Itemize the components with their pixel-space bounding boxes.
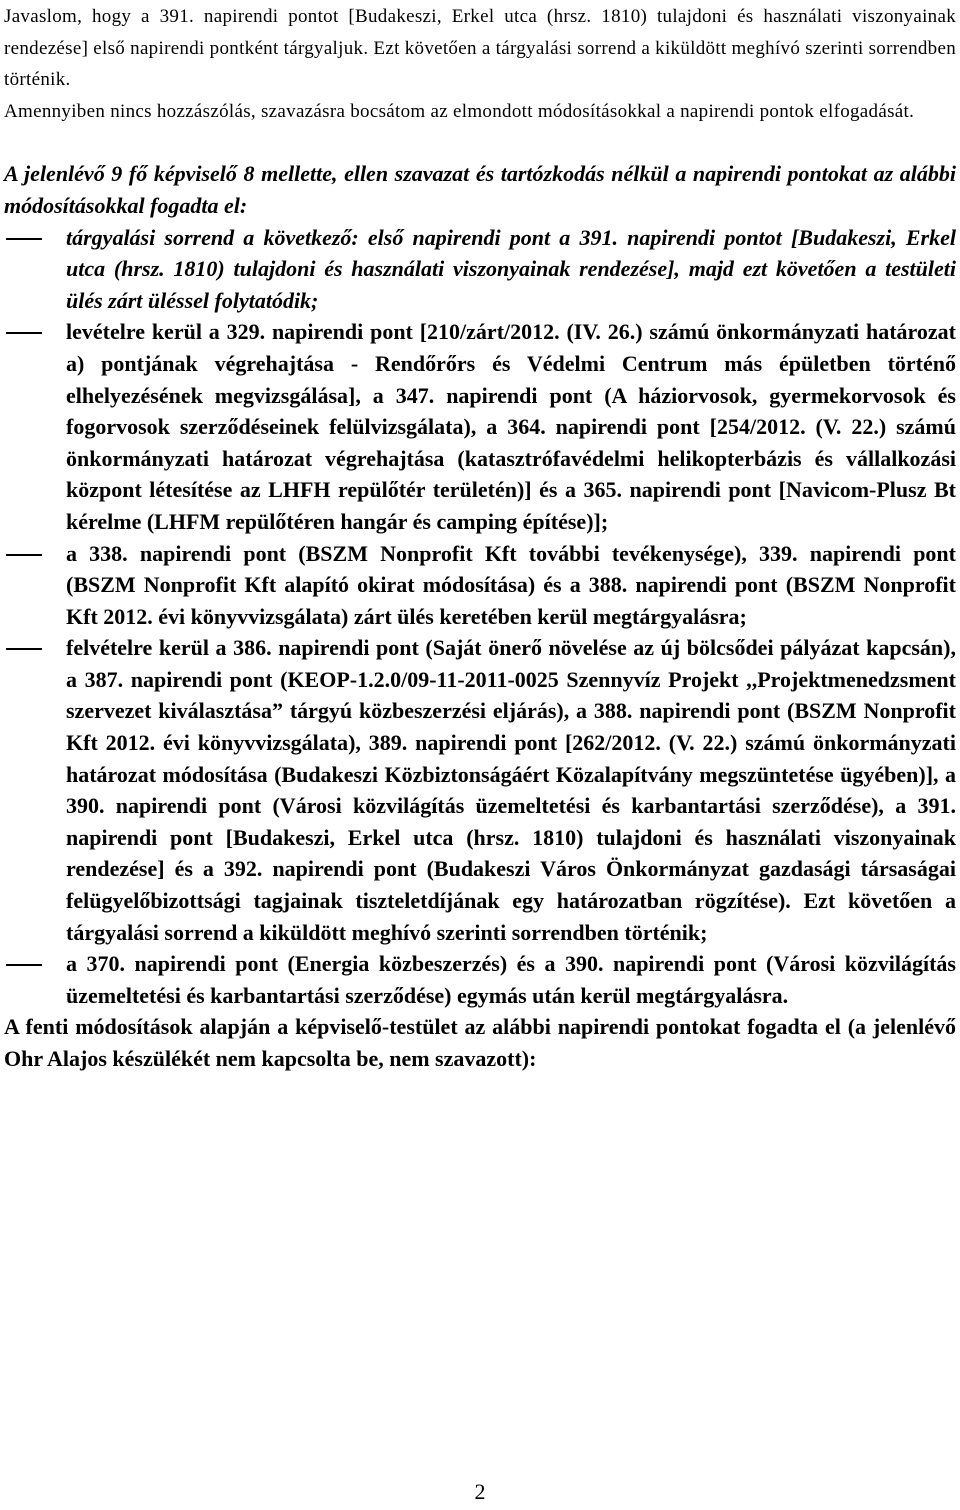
intro-sentence-vote-call: Amennyiben nincs hozzászólás, szavazásra bocsátom az elmondott módosításokkal a napirendi pontok elfogadását.: [4, 100, 915, 122]
modification-list: [4, 222, 956, 1012]
list-item-text: levételre kerül a 329. napirendi pont [210/zárt/2012. (IV. 26.) számú önkormányzati határozat a) pontjának végrehajtása - Rendőrőrs és Védelmi Centrum más épületben történő elhelyezésének megvizsgálása], a 347. napirendi pont (A háziorvosok, gyermekorvosok és fogorvosok szerződéseinek felülvizsgálata), a 364. napirendi pont [254/2012. (V. 22.) számú önkormányzati határozat végrehajtása (katasztrófavédelmi helikopterbázis és vállalkozási központ létesítése az LHFH repülőtér területén)] és a 365. napirendi pont [Navicom-Plusz Bt kérelme (LHFM repülőtéren hangár és camping építése)];: [66, 319, 956, 534]
intro-sentence-proposal: Javaslom, hogy a 391. napirendi pontot [Budakeszi, Erkel utca (hrsz. 1810) tulajdoni és használati viszonyainak rendezése] első napirendi pontként tárgyaljuk. Ezt követően a tárgyalási sorrend a kiküldött meghívó szerinti sorrendben történik.: [4, 6, 956, 91]
document-page: [4, 0, 956, 1075]
dash-bullet-icon: [6, 332, 42, 334]
list-item: [4, 538, 956, 633]
list-item: [4, 948, 956, 1011]
dash-bullet-icon: [6, 648, 42, 650]
list-item-text: felvételre kerül a 386. napirendi pont (Saját önerő növelése az új bölcsődei pályázat kapcsán), a 387. napirendi pont (KEOP-1.2.0/09-11-2011-0025 Szennyvíz Projekt ,,Projektmenedzsment szervezet kiválasztása” tárgyú közbeszerzési eljárás), a 388. napirendi pont (BSZM Nonprofit Kft 2012. évi könyvvizsgálata), 389. napirendi pont [262/2012. (V. 22.) számú önkormányzati határozat módosítása (Budakeszi Közbiztonságáért Közalapítvány megszüntetése ügyében)], a 390. napirendi pont (Városi közvilágítás üzemeltetési és karbantartási szerződése), a 391. napirendi pont [Budakeszi, Erkel utca (hrsz. 1810) tulajdoni és használati viszonyainak rendezése] és a 392. napirendi pont (Budakeszi Város Önkormányzat gazdasági társaságai felügyelőbizottsági tagjainak tiszteletdíjának egy határozatban rögzítése). Ezt követően a tárgyalási sorrend a kiküldött meghívó szerinti sorrendben történik;: [66, 635, 956, 945]
list-item-text: a 338. napirendi pont (BSZM Nonprofit Kft további tevékenysége), 339. napirendi pont (BSZM Nonprofit Kft alapító okirat módosítása) és a 388. napirendi pont (BSZM Nonprofit Kft 2012. évi könyvvizsgálata) zárt ülés keretében kerül megtárgyalásra;: [66, 540, 956, 629]
intro-paragraph: [4, 0, 956, 127]
dash-bullet-icon: [6, 964, 42, 966]
closing-paragraph: A fenti módosítások alapján a képviselő-testület az alábbi napirendi pontokat fogadta el (a jelenlévő Ohr Alajos készülékét nem kapcsolta be, nem szavazott):: [4, 1014, 956, 1071]
list-item: [4, 316, 956, 537]
list-item: [4, 632, 956, 948]
dash-bullet-icon: [6, 238, 42, 240]
list-item: [4, 222, 956, 317]
vote-result: A jelenlévő 9 fő képviselő 8 mellette, ellen szavazat és tartózkodás nélkül a napirendi pontokat az alábbi módosításokkal fogadta el:: [4, 161, 956, 218]
page-number: 2: [474, 1479, 486, 1504]
list-item-text: a 370. napirendi pont (Energia közbeszerzés) és a 390. napirendi pont (Városi közvilágítás üzemeltetési és karbantartási szerződése) egymás után kerül megtárgyalásra.: [66, 951, 956, 1008]
list-item-text: tárgyalási sorrend a következő: első napirendi pont a 391. napirendi pontot [Budakeszi, Erkel utca (hrsz. 1810) tulajdoni és használati viszonyainak rendezése], majd ezt követően a testületi ülés zárt üléssel folytatódik;: [66, 224, 956, 313]
dash-bullet-icon: [6, 554, 42, 556]
